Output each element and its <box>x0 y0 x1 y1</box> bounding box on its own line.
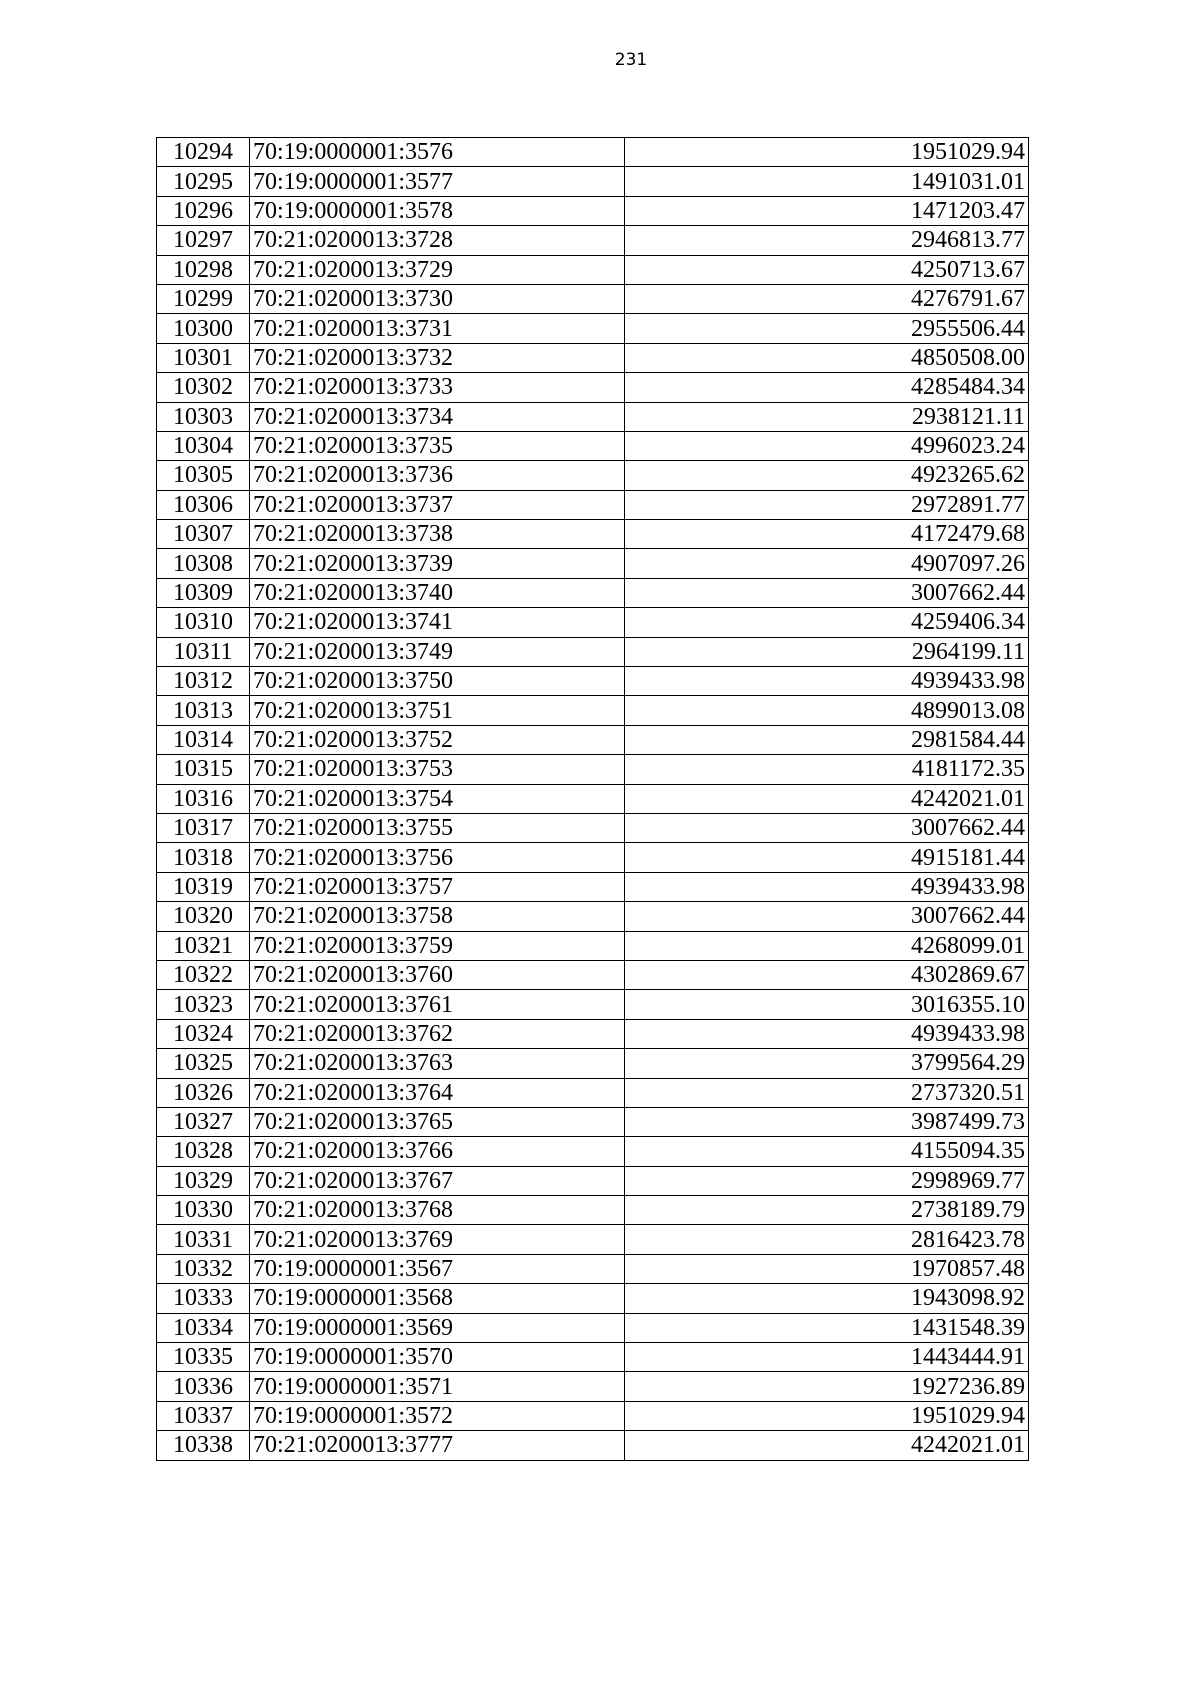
cadastral-value-cell: 2946813.77 <box>625 226 1029 255</box>
cadastral-number-cell: 70:21:0200013:3755 <box>250 813 625 842</box>
cadastral-value-cell: 1431548.39 <box>625 1313 1029 1342</box>
row-number-cell: 10305 <box>157 461 250 490</box>
row-number-cell: 10333 <box>157 1284 250 1313</box>
row-number-cell: 10294 <box>157 138 250 167</box>
table-row <box>157 520 1029 549</box>
row-number-cell: 10334 <box>157 1313 250 1342</box>
table-row <box>157 284 1029 313</box>
table-row <box>157 1107 1029 1136</box>
cadastral-number-cell: 70:21:0200013:3757 <box>250 872 625 901</box>
cadastral-number-cell: 70:21:0200013:3760 <box>250 960 625 989</box>
table-row <box>157 196 1029 225</box>
cadastral-value-cell: 2738189.79 <box>625 1196 1029 1225</box>
table-row <box>157 167 1029 196</box>
table-row <box>157 1343 1029 1372</box>
cadastral-value-cell: 4242021.01 <box>625 1431 1029 1460</box>
cadastral-number-cell: 70:19:0000001:3577 <box>250 167 625 196</box>
table-row <box>157 402 1029 431</box>
row-number-cell: 10315 <box>157 755 250 784</box>
cadastral-value-cell: 4268099.01 <box>625 931 1029 960</box>
cadastral-value-cell: 2972891.77 <box>625 490 1029 519</box>
cadastral-value-cell: 1951029.94 <box>625 138 1029 167</box>
cadastral-number-cell: 70:19:0000001:3568 <box>250 1284 625 1313</box>
row-number-cell: 10338 <box>157 1431 250 1460</box>
cadastral-value-cell: 3799564.29 <box>625 1049 1029 1078</box>
cadastral-value-cell: 4181172.35 <box>625 755 1029 784</box>
row-number-cell: 10304 <box>157 431 250 460</box>
cadastral-number-cell: 70:21:0200013:3736 <box>250 461 625 490</box>
table-row <box>157 1137 1029 1166</box>
row-number-cell: 10325 <box>157 1049 250 1078</box>
row-number-cell: 10329 <box>157 1166 250 1195</box>
cadastral-number-cell: 70:21:0200013:3763 <box>250 1049 625 1078</box>
table-row <box>157 667 1029 696</box>
cadastral-number-cell: 70:19:0000001:3578 <box>250 196 625 225</box>
cadastral-value-cell: 2981584.44 <box>625 725 1029 754</box>
cadastral-value-cell: 4899013.08 <box>625 696 1029 725</box>
cadastral-number-cell: 70:21:0200013:3739 <box>250 549 625 578</box>
table-row <box>157 431 1029 460</box>
cadastral-value-cell: 4939433.98 <box>625 1019 1029 1048</box>
row-number-cell: 10324 <box>157 1019 250 1048</box>
cadastral-number-cell: 70:19:0000001:3576 <box>250 138 625 167</box>
cadastral-number-cell: 70:21:0200013:3731 <box>250 314 625 343</box>
cadastral-value-cell: 2816423.78 <box>625 1225 1029 1254</box>
row-number-cell: 10326 <box>157 1078 250 1107</box>
page-number: 231 <box>614 50 648 70</box>
table-row <box>157 1313 1029 1342</box>
row-number-cell: 10317 <box>157 813 250 842</box>
row-number-cell: 10311 <box>157 637 250 666</box>
cadastral-number-cell: 70:21:0200013:3738 <box>250 520 625 549</box>
cadastral-number-cell: 70:21:0200013:3754 <box>250 784 625 813</box>
cadastral-number-cell: 70:21:0200013:3767 <box>250 1166 625 1195</box>
table-row <box>157 608 1029 637</box>
table-row <box>157 255 1029 284</box>
cadastral-number-cell: 70:21:0200013:3769 <box>250 1225 625 1254</box>
cadastral-number-cell: 70:21:0200013:3752 <box>250 725 625 754</box>
row-number-cell: 10331 <box>157 1225 250 1254</box>
table-row <box>157 1196 1029 1225</box>
table-row <box>157 226 1029 255</box>
cadastral-number-cell: 70:21:0200013:3729 <box>250 255 625 284</box>
row-number-cell: 10303 <box>157 402 250 431</box>
cadastral-value-cell: 4850508.00 <box>625 343 1029 372</box>
table-row <box>157 343 1029 372</box>
cadastral-value-cell: 4915181.44 <box>625 843 1029 872</box>
table-row <box>157 490 1029 519</box>
table-row <box>157 990 1029 1019</box>
cadastral-value-cell: 3007662.44 <box>625 578 1029 607</box>
table-row <box>157 138 1029 167</box>
cadastral-value-cell: 3016355.10 <box>625 990 1029 1019</box>
cadastral-value-cell: 4285484.34 <box>625 373 1029 402</box>
row-number-cell: 10319 <box>157 872 250 901</box>
cadastral-value-cell: 1943098.92 <box>625 1284 1029 1313</box>
row-number-cell: 10312 <box>157 667 250 696</box>
cadastral-value-cell: 4939433.98 <box>625 667 1029 696</box>
cadastral-value-cell: 2737320.51 <box>625 1078 1029 1107</box>
cadastral-value-cell: 2998969.77 <box>625 1166 1029 1195</box>
row-number-cell: 10295 <box>157 167 250 196</box>
cadastral-number-cell: 70:21:0200013:3753 <box>250 755 625 784</box>
cadastral-value-cell: 1951029.94 <box>625 1401 1029 1430</box>
row-number-cell: 10300 <box>157 314 250 343</box>
table-row <box>157 872 1029 901</box>
row-number-cell: 10321 <box>157 931 250 960</box>
row-number-cell: 10306 <box>157 490 250 519</box>
cadastral-number-cell: 70:21:0200013:3728 <box>250 226 625 255</box>
table-row <box>157 461 1029 490</box>
cadastral-number-cell: 70:21:0200013:3735 <box>250 431 625 460</box>
cadastral-number-cell: 70:21:0200013:3759 <box>250 931 625 960</box>
cadastral-value-cell: 4996023.24 <box>625 431 1029 460</box>
table-row <box>157 1166 1029 1195</box>
table-row <box>157 1284 1029 1313</box>
cadastral-number-cell: 70:19:0000001:3572 <box>250 1401 625 1430</box>
cadastral-number-cell: 70:21:0200013:3730 <box>250 284 625 313</box>
row-number-cell: 10308 <box>157 549 250 578</box>
cadastral-value-cell: 1491031.01 <box>625 167 1029 196</box>
row-number-cell: 10328 <box>157 1137 250 1166</box>
cadastral-number-cell: 70:21:0200013:3751 <box>250 696 625 725</box>
table-row <box>157 843 1029 872</box>
cadastral-number-cell: 70:21:0200013:3762 <box>250 1019 625 1048</box>
row-number-cell: 10298 <box>157 255 250 284</box>
row-number-cell: 10309 <box>157 578 250 607</box>
table-row <box>157 1254 1029 1283</box>
cadastral-number-cell: 70:21:0200013:3740 <box>250 578 625 607</box>
cadastral-value-cell: 2955506.44 <box>625 314 1029 343</box>
table-row <box>157 1019 1029 1048</box>
cadastral-number-cell: 70:21:0200013:3734 <box>250 402 625 431</box>
cadastral-value-cell: 4907097.26 <box>625 549 1029 578</box>
cadastral-number-cell: 70:21:0200013:3765 <box>250 1107 625 1136</box>
table-row <box>157 755 1029 784</box>
table-row <box>157 1225 1029 1254</box>
row-number-cell: 10302 <box>157 373 250 402</box>
table-row <box>157 813 1029 842</box>
row-number-cell: 10337 <box>157 1401 250 1430</box>
cadastral-value-cell: 3987499.73 <box>625 1107 1029 1136</box>
cadastral-number-cell: 70:19:0000001:3570 <box>250 1343 625 1372</box>
cadastral-number-cell: 70:21:0200013:3777 <box>250 1431 625 1460</box>
cadastral-value-cell: 4172479.68 <box>625 520 1029 549</box>
table-row <box>157 784 1029 813</box>
cadastral-number-cell: 70:21:0200013:3750 <box>250 667 625 696</box>
cadastral-value-cell: 4259406.34 <box>625 608 1029 637</box>
cadastral-value-cell: 1471203.47 <box>625 196 1029 225</box>
row-number-cell: 10318 <box>157 843 250 872</box>
row-number-cell: 10322 <box>157 960 250 989</box>
table-row <box>157 902 1029 931</box>
row-number-cell: 10316 <box>157 784 250 813</box>
table-row <box>157 1372 1029 1401</box>
cadastral-number-cell: 70:19:0000001:3567 <box>250 1254 625 1283</box>
row-number-cell: 10330 <box>157 1196 250 1225</box>
table-row <box>157 1049 1029 1078</box>
row-number-cell: 10320 <box>157 902 250 931</box>
table-row <box>157 696 1029 725</box>
cadastral-value-cell: 4276791.67 <box>625 284 1029 313</box>
cadastral-number-cell: 70:21:0200013:3749 <box>250 637 625 666</box>
cadastral-number-cell: 70:21:0200013:3758 <box>250 902 625 931</box>
row-number-cell: 10301 <box>157 343 250 372</box>
cadastral-value-cell: 4939433.98 <box>625 872 1029 901</box>
cadastral-value-cell: 1443444.91 <box>625 1343 1029 1372</box>
row-number-cell: 10314 <box>157 725 250 754</box>
cadastral-value-cell: 1927236.89 <box>625 1372 1029 1401</box>
cadastral-value-cell: 4242021.01 <box>625 784 1029 813</box>
cadastral-value-cell: 4250713.67 <box>625 255 1029 284</box>
cadastral-number-cell: 70:21:0200013:3764 <box>250 1078 625 1107</box>
cadastral-number-cell: 70:21:0200013:3761 <box>250 990 625 1019</box>
row-number-cell: 10296 <box>157 196 250 225</box>
row-number-cell: 10297 <box>157 226 250 255</box>
row-number-cell: 10313 <box>157 696 250 725</box>
row-number-cell: 10307 <box>157 520 250 549</box>
table-row <box>157 1431 1029 1460</box>
cadastral-number-cell: 70:21:0200013:3756 <box>250 843 625 872</box>
cadastral-number-cell: 70:21:0200013:3733 <box>250 373 625 402</box>
table-row <box>157 637 1029 666</box>
cadastral-value-cell: 4923265.62 <box>625 461 1029 490</box>
row-number-cell: 10335 <box>157 1343 250 1372</box>
cadastral-number-cell: 70:19:0000001:3569 <box>250 1313 625 1342</box>
cadastral-number-cell: 70:21:0200013:3732 <box>250 343 625 372</box>
row-number-cell: 10336 <box>157 1372 250 1401</box>
row-number-cell: 10310 <box>157 608 250 637</box>
table-row <box>157 578 1029 607</box>
cadastral-number-cell: 70:21:0200013:3768 <box>250 1196 625 1225</box>
cadastral-value-cell: 1970857.48 <box>625 1254 1029 1283</box>
row-number-cell: 10327 <box>157 1107 250 1136</box>
table-row <box>157 931 1029 960</box>
row-number-cell: 10299 <box>157 284 250 313</box>
table-row <box>157 373 1029 402</box>
table-row <box>157 1078 1029 1107</box>
cadastral-number-cell: 70:19:0000001:3571 <box>250 1372 625 1401</box>
table-row <box>157 549 1029 578</box>
table-row <box>157 314 1029 343</box>
cadastral-value-cell: 3007662.44 <box>625 813 1029 842</box>
cadastral-value-cell: 3007662.44 <box>625 902 1029 931</box>
row-number-cell: 10332 <box>157 1254 250 1283</box>
cadastral-value-cell: 4302869.67 <box>625 960 1029 989</box>
cadastral-number-cell: 70:21:0200013:3766 <box>250 1137 625 1166</box>
cadastral-value-cell: 4155094.35 <box>625 1137 1029 1166</box>
cadastral-number-cell: 70:21:0200013:3737 <box>250 490 625 519</box>
table-row <box>157 725 1029 754</box>
row-number-cell: 10323 <box>157 990 250 1019</box>
cadastral-number-cell: 70:21:0200013:3741 <box>250 608 625 637</box>
cadastral-value-cell: 2964199.11 <box>625 637 1029 666</box>
table-row <box>157 960 1029 989</box>
table-body <box>157 138 1029 1461</box>
table-row <box>157 1401 1029 1430</box>
cadastral-value-cell: 2938121.11 <box>625 402 1029 431</box>
cadastral-value-table <box>156 137 1029 1461</box>
